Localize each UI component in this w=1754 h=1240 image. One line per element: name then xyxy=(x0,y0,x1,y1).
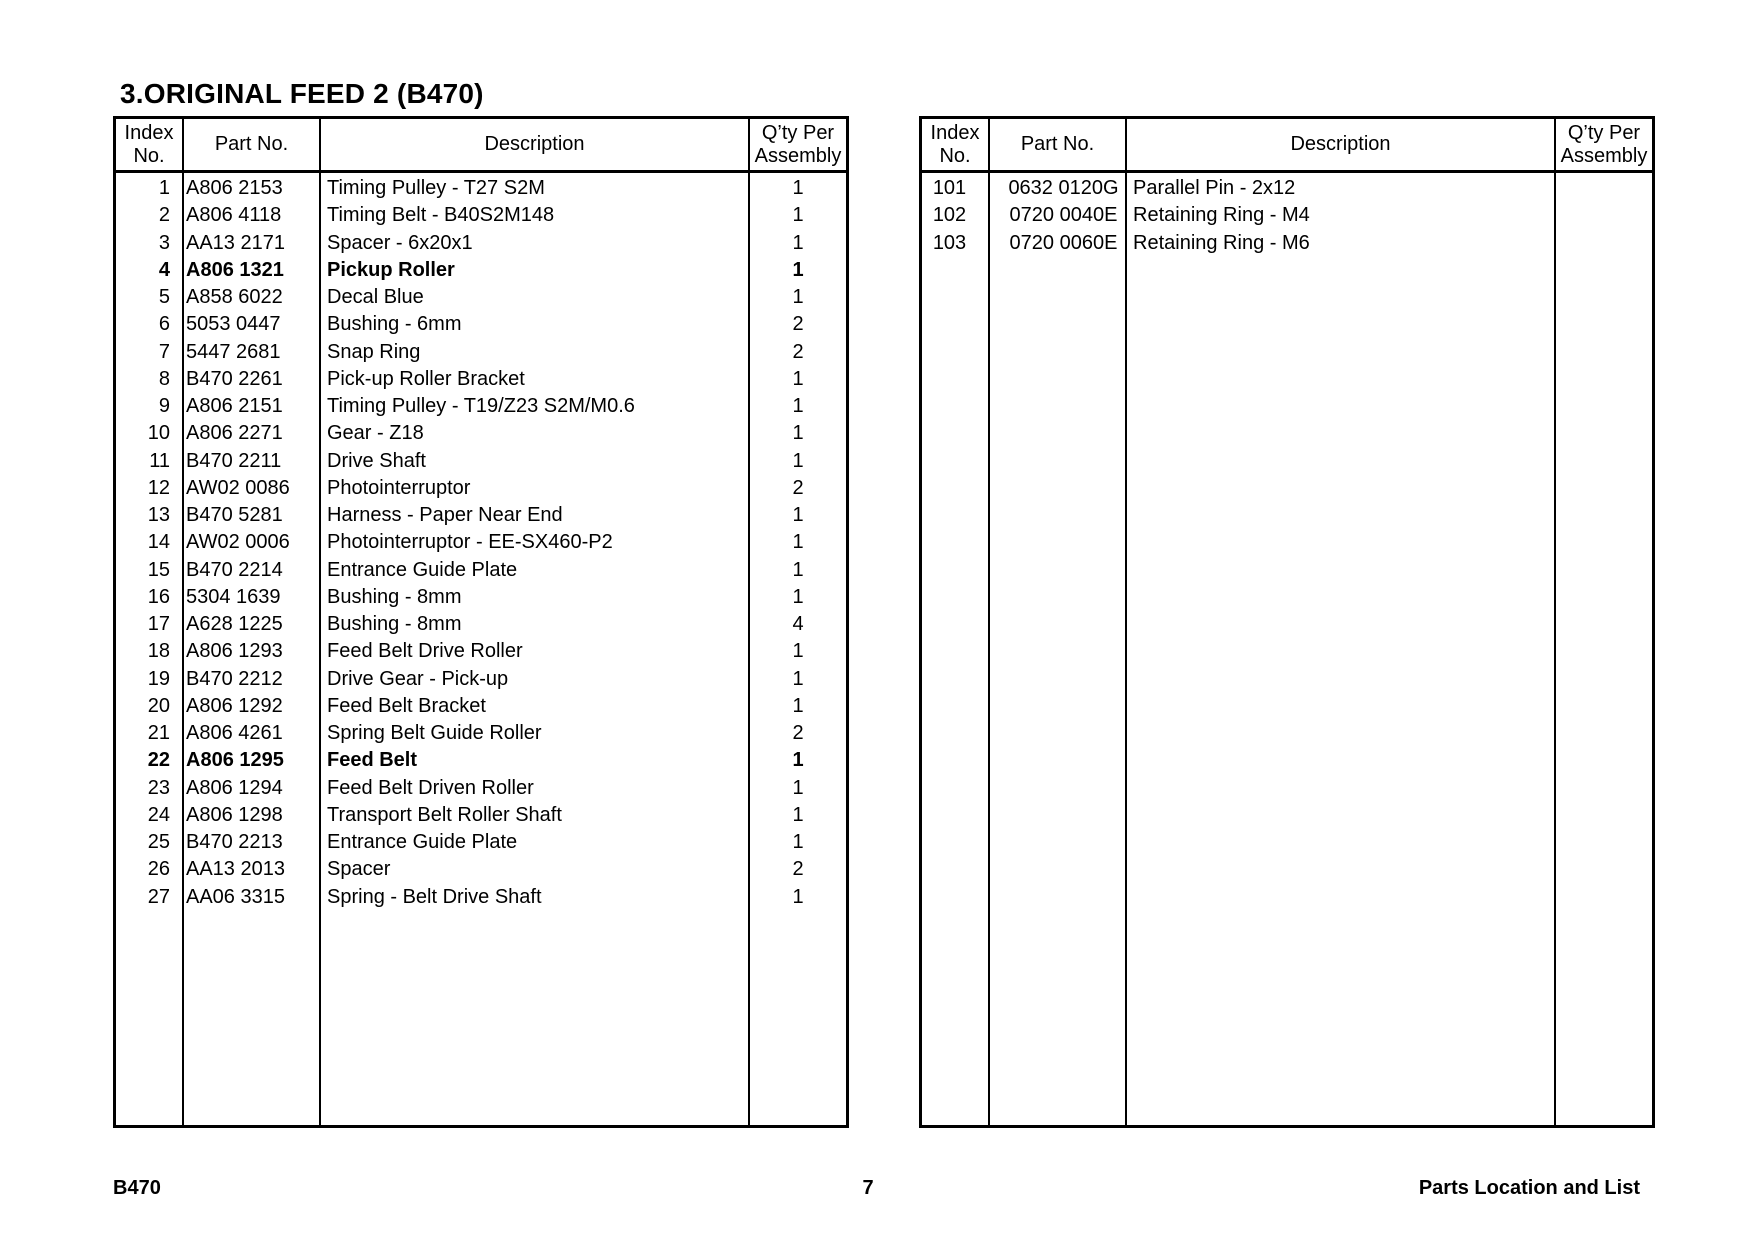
header-rule xyxy=(116,170,846,173)
part-no-cell: B470 5281 xyxy=(186,504,283,526)
qty-cell: 2 xyxy=(792,722,804,744)
table-row xyxy=(116,693,846,720)
column-header-index: Index No. xyxy=(930,121,980,167)
index-cell: 13 xyxy=(147,504,170,526)
description-cell: Transport Belt Roller Shaft xyxy=(327,803,562,826)
table-row xyxy=(116,448,846,475)
index-cell: 102 xyxy=(932,204,967,227)
table-row xyxy=(116,257,846,284)
table-row xyxy=(116,420,846,447)
qty-cell: 1 xyxy=(792,422,804,445)
table-row xyxy=(116,584,846,611)
qty-cell: 1 xyxy=(792,558,804,581)
description-cell: Timing Pulley - T27 S2M xyxy=(327,177,545,199)
description-cell: Spacer xyxy=(327,858,391,881)
index-cell: 4 xyxy=(158,258,170,281)
column-header-description: Description xyxy=(484,133,585,155)
description-cell: Timing Belt - B40S2M148 xyxy=(327,204,555,227)
qty-cell: 2 xyxy=(792,313,804,336)
index-cell: 22 xyxy=(147,749,170,772)
part-no-cell: 5053 0447 xyxy=(186,313,281,336)
qty-cell: 4 xyxy=(792,613,804,635)
table-row xyxy=(116,611,846,638)
description-cell: Spacer - 6x20x1 xyxy=(327,231,473,254)
part-no-cell: 0720 0060E xyxy=(1009,231,1118,254)
column-header-qty: Q’ty Per Assembly xyxy=(754,121,842,167)
index-cell: 16 xyxy=(147,585,170,608)
description-cell: Spring Belt Guide Roller xyxy=(327,722,542,744)
description-cell: Feed Belt Bracket xyxy=(327,694,486,717)
qty-cell xyxy=(1556,230,1652,257)
index-cell: 12 xyxy=(147,476,170,499)
table-row xyxy=(116,475,846,502)
index-cell: 10 xyxy=(147,422,170,445)
column-divider xyxy=(1554,119,1556,1125)
description-cell: Timing Pulley - T19/Z23 S2M/M0.6 xyxy=(327,395,635,417)
index-cell: 17 xyxy=(147,613,170,635)
description-cell: Photointerruptor xyxy=(327,476,471,499)
qty-cell: 2 xyxy=(792,340,804,363)
column-header-part-no: Part No. xyxy=(214,133,289,155)
index-cell: 101 xyxy=(932,177,967,199)
table-row xyxy=(922,230,1652,257)
part-no-cell: 0720 0040E xyxy=(1009,204,1118,227)
qty-cell xyxy=(1556,175,1652,202)
description-cell: Harness - Paper Near End xyxy=(327,504,563,526)
qty-cell xyxy=(1556,202,1652,229)
part-no-cell: B470 2212 xyxy=(186,667,283,690)
table-row xyxy=(116,802,846,829)
description-cell: Snap Ring xyxy=(327,340,421,363)
qty-cell: 1 xyxy=(792,776,804,799)
part-no-cell: A806 2271 xyxy=(186,422,283,445)
part-no-cell: A806 1298 xyxy=(186,803,283,826)
column-divider xyxy=(1125,119,1127,1125)
table-row xyxy=(116,557,846,584)
index-cell: 20 xyxy=(147,694,170,717)
qty-cell: 1 xyxy=(792,395,804,417)
table-row xyxy=(116,884,846,911)
column-header-index: Index No. xyxy=(124,121,174,167)
footer-model: B470 xyxy=(113,1177,161,1199)
part-no-cell: B470 2211 xyxy=(186,449,282,472)
qty-cell: 1 xyxy=(792,231,804,254)
index-cell: 9 xyxy=(158,395,170,417)
column-header-description: Description xyxy=(1290,133,1391,155)
table-row xyxy=(116,366,846,393)
table-row xyxy=(116,175,846,202)
description-cell: Photointerruptor - EE-SX460-P2 xyxy=(327,531,613,554)
qty-cell: 2 xyxy=(792,476,804,499)
parts-table-right xyxy=(919,116,1655,1128)
part-no-cell: AA13 2013 xyxy=(186,858,285,881)
qty-cell: 1 xyxy=(792,177,804,199)
index-cell: 23 xyxy=(147,776,170,799)
part-no-cell: B470 2214 xyxy=(186,558,283,581)
index-cell: 5 xyxy=(158,286,170,308)
description-cell: Entrance Guide Plate xyxy=(327,831,518,853)
qty-cell: 1 xyxy=(792,258,804,281)
column-header-qty: Q’ty Per Assembly xyxy=(1560,121,1648,167)
index-cell: 27 xyxy=(147,885,170,908)
qty-cell: 1 xyxy=(792,204,804,227)
table-row xyxy=(116,202,846,229)
column-header-part-no: Part No. xyxy=(1020,133,1095,155)
table-row xyxy=(116,638,846,665)
part-no-cell: A806 1293 xyxy=(186,640,283,663)
table-row xyxy=(116,502,846,529)
table-row xyxy=(116,529,846,556)
description-cell: Feed Belt Driven Roller xyxy=(327,776,534,799)
table-row xyxy=(116,284,846,311)
table-row xyxy=(116,311,846,338)
table-row xyxy=(116,230,846,257)
part-no-cell: A806 4118 xyxy=(186,204,282,227)
index-cell: 6 xyxy=(158,313,170,336)
description-cell: Feed Belt xyxy=(327,749,418,772)
description-cell: Decal Blue xyxy=(327,286,424,308)
index-cell: 7 xyxy=(158,340,170,363)
header-rule xyxy=(922,170,1652,173)
page-title: 3.ORIGINAL FEED 2 (B470) xyxy=(120,78,484,109)
index-cell: 24 xyxy=(147,803,170,826)
part-no-cell: B470 2213 xyxy=(186,831,283,853)
footer-page-number: 7 xyxy=(862,1177,874,1199)
table-row xyxy=(116,775,846,802)
index-cell: 1 xyxy=(158,177,170,199)
index-cell: 2 xyxy=(158,204,170,227)
table-row xyxy=(116,666,846,693)
qty-cell: 1 xyxy=(792,640,804,663)
qty-cell: 1 xyxy=(792,585,804,608)
part-no-cell: A806 2151 xyxy=(186,395,283,417)
part-no-cell: A628 1225 xyxy=(186,613,283,635)
index-cell: 14 xyxy=(147,531,170,554)
table-row xyxy=(116,856,846,883)
part-no-cell: A806 1292 xyxy=(186,694,283,717)
qty-cell: 1 xyxy=(792,286,804,308)
index-cell: 19 xyxy=(147,667,170,690)
description-cell: Pick-up Roller Bracket xyxy=(327,367,525,390)
column-divider xyxy=(988,119,990,1125)
index-cell: 103 xyxy=(932,231,967,254)
description-cell: Bushing - 8mm xyxy=(327,613,462,635)
table-row xyxy=(116,829,846,856)
qty-cell: 1 xyxy=(792,449,804,472)
index-cell: 21 xyxy=(147,722,170,744)
index-cell: 26 xyxy=(147,858,170,881)
qty-cell: 1 xyxy=(792,831,804,853)
part-no-cell: A858 6022 xyxy=(186,286,283,308)
description-cell: Bushing - 8mm xyxy=(327,585,462,608)
description-cell: Retaining Ring - M4 xyxy=(1133,204,1310,227)
qty-cell: 1 xyxy=(792,749,804,772)
footer-section: Parts Location and List xyxy=(1418,1177,1640,1199)
description-cell: Parallel Pin - 2x12 xyxy=(1133,177,1296,199)
part-no-cell: 5304 1639 xyxy=(186,585,281,608)
description-cell: Spring - Belt Drive Shaft xyxy=(327,885,542,908)
description-cell: Entrance Guide Plate xyxy=(327,558,518,581)
qty-cell: 1 xyxy=(792,885,804,908)
index-cell: 8 xyxy=(158,367,170,390)
table-body xyxy=(922,175,1652,257)
description-cell: Pickup Roller xyxy=(327,258,455,281)
part-no-cell: AW02 0006 xyxy=(186,531,290,554)
qty-cell: 1 xyxy=(792,531,804,554)
part-no-cell: A806 1321 xyxy=(186,258,284,281)
part-no-cell: B470 2261 xyxy=(186,367,283,390)
part-no-cell: A806 4261 xyxy=(186,722,283,744)
index-cell: 15 xyxy=(147,558,170,581)
qty-cell: 1 xyxy=(792,504,804,526)
table-row xyxy=(922,175,1652,202)
table-row xyxy=(116,393,846,420)
qty-cell: 1 xyxy=(792,667,804,690)
part-no-cell: AA06 3315 xyxy=(186,885,285,908)
description-cell: Drive Gear - Pick-up xyxy=(327,667,509,690)
description-cell: Retaining Ring - M6 xyxy=(1133,231,1310,254)
part-no-cell: AA13 2171 xyxy=(186,231,285,254)
description-cell: Drive Shaft xyxy=(327,449,426,472)
table-body xyxy=(116,175,846,911)
part-no-cell: 5447 2681 xyxy=(186,340,281,363)
description-cell: Bushing - 6mm xyxy=(327,313,462,336)
qty-cell: 1 xyxy=(792,803,804,826)
part-no-cell: A806 2153 xyxy=(186,177,283,199)
qty-cell: 1 xyxy=(792,694,804,717)
index-cell: 3 xyxy=(158,231,170,254)
qty-cell: 1 xyxy=(792,367,804,390)
qty-cell: 2 xyxy=(792,858,804,881)
index-cell: 18 xyxy=(147,640,170,663)
table-row xyxy=(116,720,846,747)
part-no-cell: AW02 0086 xyxy=(186,476,290,499)
index-cell: 25 xyxy=(147,831,170,853)
description-cell: Gear - Z18 xyxy=(327,422,424,445)
index-cell: 11 xyxy=(149,449,170,472)
part-no-cell: 0632 0120G xyxy=(1008,177,1119,199)
table-row xyxy=(922,202,1652,229)
part-no-cell: A806 1295 xyxy=(186,749,284,772)
description-cell: Feed Belt Drive Roller xyxy=(327,640,523,663)
table-row xyxy=(116,747,846,774)
parts-table-left xyxy=(113,116,849,1128)
part-no-cell: A806 1294 xyxy=(186,776,283,799)
table-row xyxy=(116,339,846,366)
